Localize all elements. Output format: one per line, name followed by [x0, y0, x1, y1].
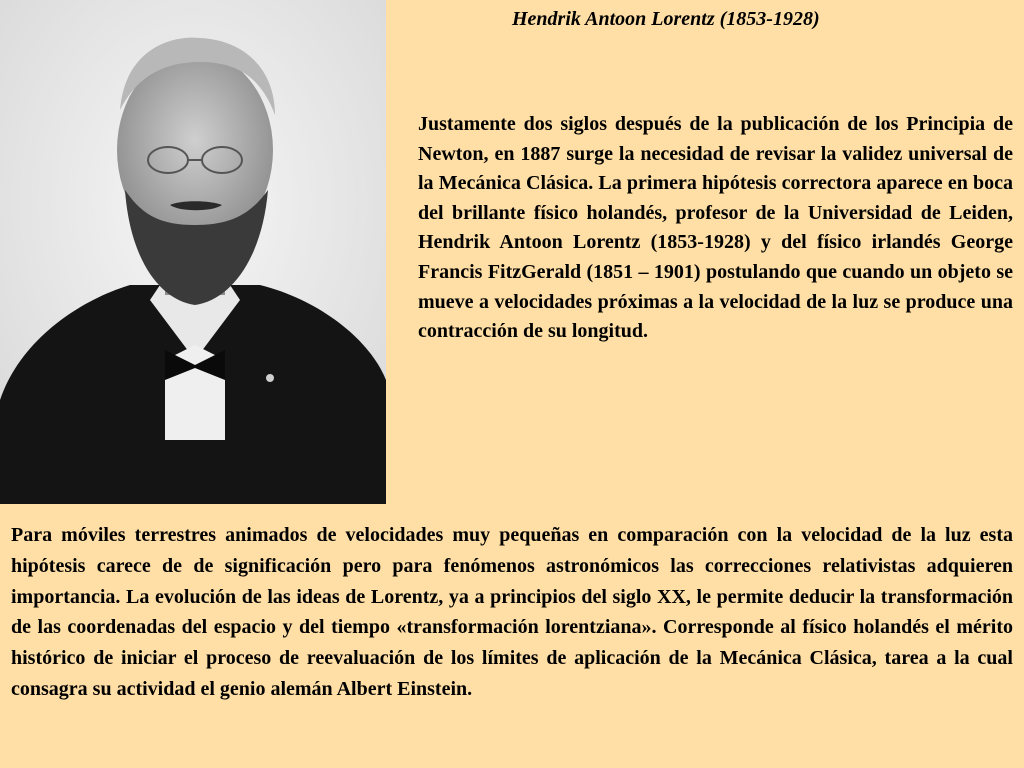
lorentz-portrait [0, 0, 386, 504]
body-paragraph: Para móviles terrestres animados de velocidades muy pequeñas en comparación con la velocidad de la luz esta hipótesis carece de de significación pero para fenómenos astronómicos las correcciones relativistas adquieren importancia. La evolución de las ideas de Lorentz, ya a principios del siglo XX, le permite deducir la transformación de las coordenadas del espacio y del tiempo «transformación lorentziana». Corresponde al físico holandés el mérito histórico de iniciar el proceso de reevaluación de los límites de aplicación de la Mecánica Clásica, tarea a la cual consagra su actividad el genio alemán Albert Einstein. [11, 524, 1013, 700]
portrait-caption: Hendrik Antoon Lorentz (1853-1928) [512, 8, 820, 30]
intro-paragraph: Justamente dos siglos después de la publicación de los Principia de Newton, en 1887 surge la necesidad de revisar la validez universal de la Mecánica Clásica. La primera hipótesis correctora aparece en boca del brillante físico holandés, profesor de la Universidad de Leiden, Hendrik Antoon Lorentz (1853-1928) y del físico irlandés George Francis FitzGerald (1851 – 1901) postulando que cuando un objeto se mueve a velocidades próximas a la velocidad de la luz se produce una contracción de su longitud. [418, 113, 1013, 343]
